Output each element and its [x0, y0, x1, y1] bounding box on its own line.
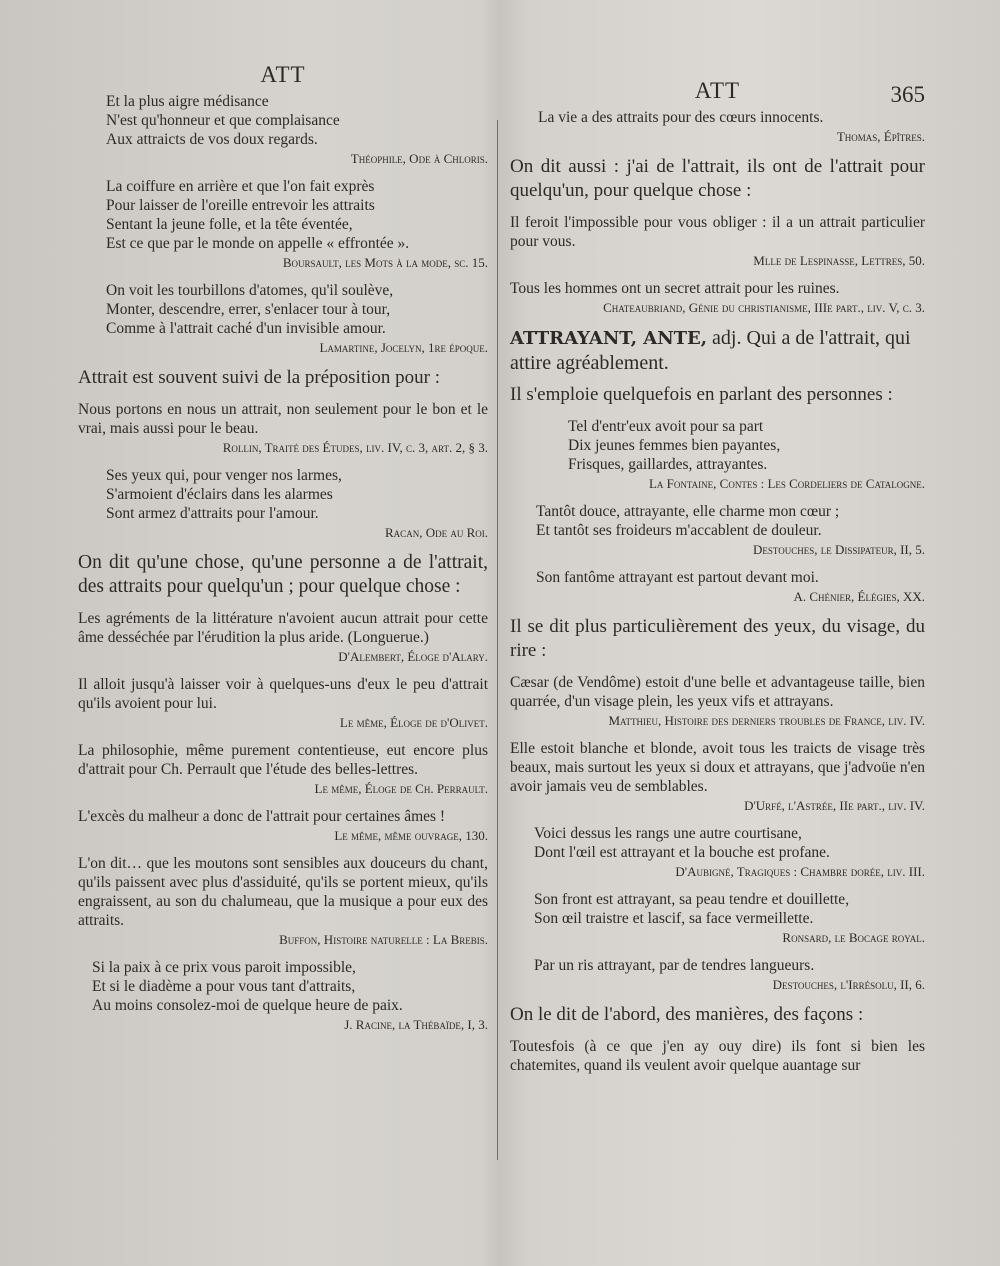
verse-line: Sont armez d'attraits pour l'amour.	[106, 505, 319, 522]
citation: D'Alembert, Éloge d'Alary.	[338, 649, 488, 664]
quote-verse	[78, 958, 488, 1015]
verse-line: Son fantôme attrayant est partout devant moi.	[536, 569, 819, 586]
entry-definition: adj. Qui a de l'attrait, qui attire agréablement.	[510, 327, 911, 374]
verse-line: Au moins consolez-moi de quelque heure de paix.	[92, 997, 403, 1014]
quote-prose: Toutesfois (à ce que j'en ay ouy dire) ils font si bien les chatemites, quand ils veulent avoir quelque auantage sur	[510, 1038, 925, 1074]
verse-line: Tantôt douce, attrayante, elle charme mon cœur ;	[536, 503, 840, 520]
verse-line: Est ce que par le monde on appelle « effrontée ».	[106, 235, 410, 252]
verse-line: Et tantôt ses froideurs m'accablent de douleur.	[536, 522, 822, 539]
citation: Destouches, l'Irrésolu, II, 6.	[772, 977, 925, 992]
citation: Rollin, Traité des Études, liv. IV, c. 3, art. 2, § 3.	[222, 440, 488, 455]
verse-line: Dix jeunes femmes bien payantes,	[568, 437, 781, 454]
citation: Lamartine, Jocelyn, 1re époque.	[319, 340, 488, 355]
verse-line: Par un ris attrayant, par de tendres langueurs.	[534, 957, 815, 974]
quote-verse	[510, 824, 925, 862]
entry-headword: ATTRAYANT, ANTE,	[510, 328, 708, 349]
citation: Buffon, Histoire naturelle : La Brebis.	[279, 932, 488, 947]
verse-line: Ses yeux qui, pour venger nos larmes,	[106, 467, 342, 484]
quote-verse	[510, 417, 925, 474]
usage-heading: On le dit de l'abord, des manières, des façons :	[510, 1004, 864, 1025]
verse-line: Aux attraicts de vos doux regards.	[106, 131, 318, 148]
citation: Le même, même ouvrage, 130.	[334, 828, 488, 843]
left-column	[78, 62, 488, 1043]
quote-prose: Cæsar (de Vendôme) estoit d'une belle et advantageuse taille, bien quarrée, d'un visage plein, les yeux vifs et attrayans.	[510, 674, 925, 710]
citation: Matthieu, Histoire des derniers troubles de France, liv. IV.	[608, 713, 925, 728]
quote-prose: La philosophie, même purement contentieuse, eut encore plus d'attrait pour Ch. Perrault que l'étude des belles-lettres.	[78, 742, 488, 778]
verse-line: Son front est attrayant, sa peau tendre et douillette,	[534, 891, 850, 908]
citation: D'Aubigné, Tragiques : Chambre dorée, liv. III.	[675, 864, 925, 879]
citation: A. Chénier, Élégies, XX.	[793, 589, 925, 604]
quote-prose: Nous portons en nous un attrait, non seulement pour le bon et le vrai, mais aussi pour le beau.	[78, 401, 488, 437]
verse-line: Voici dessus les rangs une autre courtisane,	[534, 825, 802, 842]
citation: Chateaubriand, Génie du christianisme, IIIe part., liv. V, c. 3.	[603, 300, 925, 315]
quote-prose: Il alloit jusqu'à laisser voir à quelques-uns d'eux le peu d'attrait qu'ils avoient pour lui.	[78, 676, 488, 712]
verse-line: N'est qu'honneur et que complaisance	[106, 112, 340, 129]
verse-line: Et si le diadème a pour vous tant d'attraits,	[92, 978, 356, 995]
usage-heading: Attrait est souvent suivi de la préposition pour :	[78, 367, 441, 388]
running-header-left: ATT	[260, 62, 306, 87]
verse-line: Monter, descendre, errer, s'enlacer tour à tour,	[106, 301, 391, 318]
verse-line: Tel d'entr'eux avoit pour sa part	[568, 418, 764, 435]
usage-heading: On dit qu'une chose, qu'une personne a de l'attrait, des attraits pour quelqu'un ; pour quelque chose :	[78, 552, 488, 597]
verse-line: Pour laisser de l'oreille entrevoir les attraits	[106, 197, 375, 214]
running-header-right: ATT	[694, 78, 741, 103]
verse-line: La vie a des attraits pour des cœurs innocents.	[538, 109, 824, 126]
quote-verse	[510, 956, 925, 975]
verse-line: La coiffure en arrière et que l'on fait exprès	[106, 178, 375, 195]
verse-line: S'armoient d'éclairs dans les alarmes	[106, 486, 333, 503]
column-divider	[497, 120, 498, 1160]
verse-line: On voit les tourbillons d'atomes, qu'il soulève,	[106, 282, 394, 299]
citation: D'Urfé, l'Astrée, IIe part., liv. IV.	[744, 798, 925, 813]
citation: Ronsard, le Bocage royal.	[782, 930, 925, 945]
verse-line: Et la plus aigre médisance	[106, 93, 269, 110]
quote-verse	[510, 108, 925, 127]
citation: Le même, Éloge de Ch. Perrault.	[314, 781, 488, 796]
citation: Thomas, Épîtres.	[836, 129, 925, 144]
citation: Destouches, le Dissipateur, II, 5.	[753, 542, 925, 557]
quote-verse	[78, 281, 488, 338]
quote-verse	[510, 890, 925, 928]
quote-verse	[510, 502, 925, 540]
quote-prose: Les agréments de la littérature n'avoient aucun attrait pour cette âme desséchée par l'érudition la plus aride. (Longuerue.)	[78, 610, 488, 646]
verse-line: Comme à l'attrait caché d'un invisible amour.	[106, 320, 386, 337]
citation: Boursault, les Mots à la mode, sc. 15.	[282, 255, 488, 270]
usage-heading: Il se dit plus particulièrement des yeux, du visage, du rire :	[510, 616, 925, 661]
usage-heading: On dit aussi : j'ai de l'attrait, ils ont de l'attrait pour quelqu'un, pour quelque chose :	[510, 156, 925, 201]
quote-prose: L'excès du malheur a donc de l'attrait pour certaines âmes !	[78, 808, 446, 825]
right-column	[510, 78, 925, 1075]
verse-line: Si la paix à ce prix vous paroit impossible,	[92, 959, 356, 976]
page-number: 365	[890, 82, 925, 107]
citation: Racan, Ode au Roi.	[385, 525, 488, 540]
quote-prose: Elle estoit blanche et blonde, avoit tous les traicts de visage très beaux, mais surtout les yeux si doux et attrayans, que j'advoüe n'en avoir jamais veu de semblables.	[510, 740, 925, 795]
quote-verse	[78, 177, 488, 253]
verse-line: Dont l'œil est attrayant et la bouche est profane.	[534, 844, 830, 861]
quote-prose: Tous les hommes ont un secret attrait pour les ruines.	[510, 280, 840, 297]
quote-verse	[78, 466, 488, 523]
citation: Théophile, Ode à Chloris.	[350, 151, 488, 166]
usage-heading: Il s'emploie quelquefois en parlant des personnes :	[510, 384, 893, 405]
quote-prose: Il feroit l'impossible pour vous obliger : il a un attrait particulier pour vous.	[510, 214, 925, 250]
citation: Mlle de Lespinasse, Lettres, 50.	[753, 253, 925, 268]
quote-verse	[78, 92, 488, 149]
verse-line: Son œil traistre et lascif, sa face vermeillette.	[534, 910, 814, 927]
verse-line: Sentant la jeune folle, et la tête éventée,	[106, 216, 353, 233]
citation: Le même, Éloge de d'Olivet.	[339, 715, 488, 730]
dictionary-entry	[510, 326, 925, 375]
citation: J. Racine, la Thébaïde, I, 3.	[344, 1017, 488, 1032]
verse-line: Frisques, gaillardes, attrayantes.	[568, 456, 768, 473]
citation: La Fontaine, Contes : Les Cordeliers de Catalogne.	[648, 476, 925, 491]
quote-prose: L'on dit… que les moutons sont sensibles aux douceurs du chant, qu'ils paissent avec plus d'assiduité, qu'ils se portent mieux, qu'ils engraissent, au son du chalumeau, que la musique a pour eux des attraits.	[78, 855, 488, 929]
quote-verse	[510, 568, 925, 587]
